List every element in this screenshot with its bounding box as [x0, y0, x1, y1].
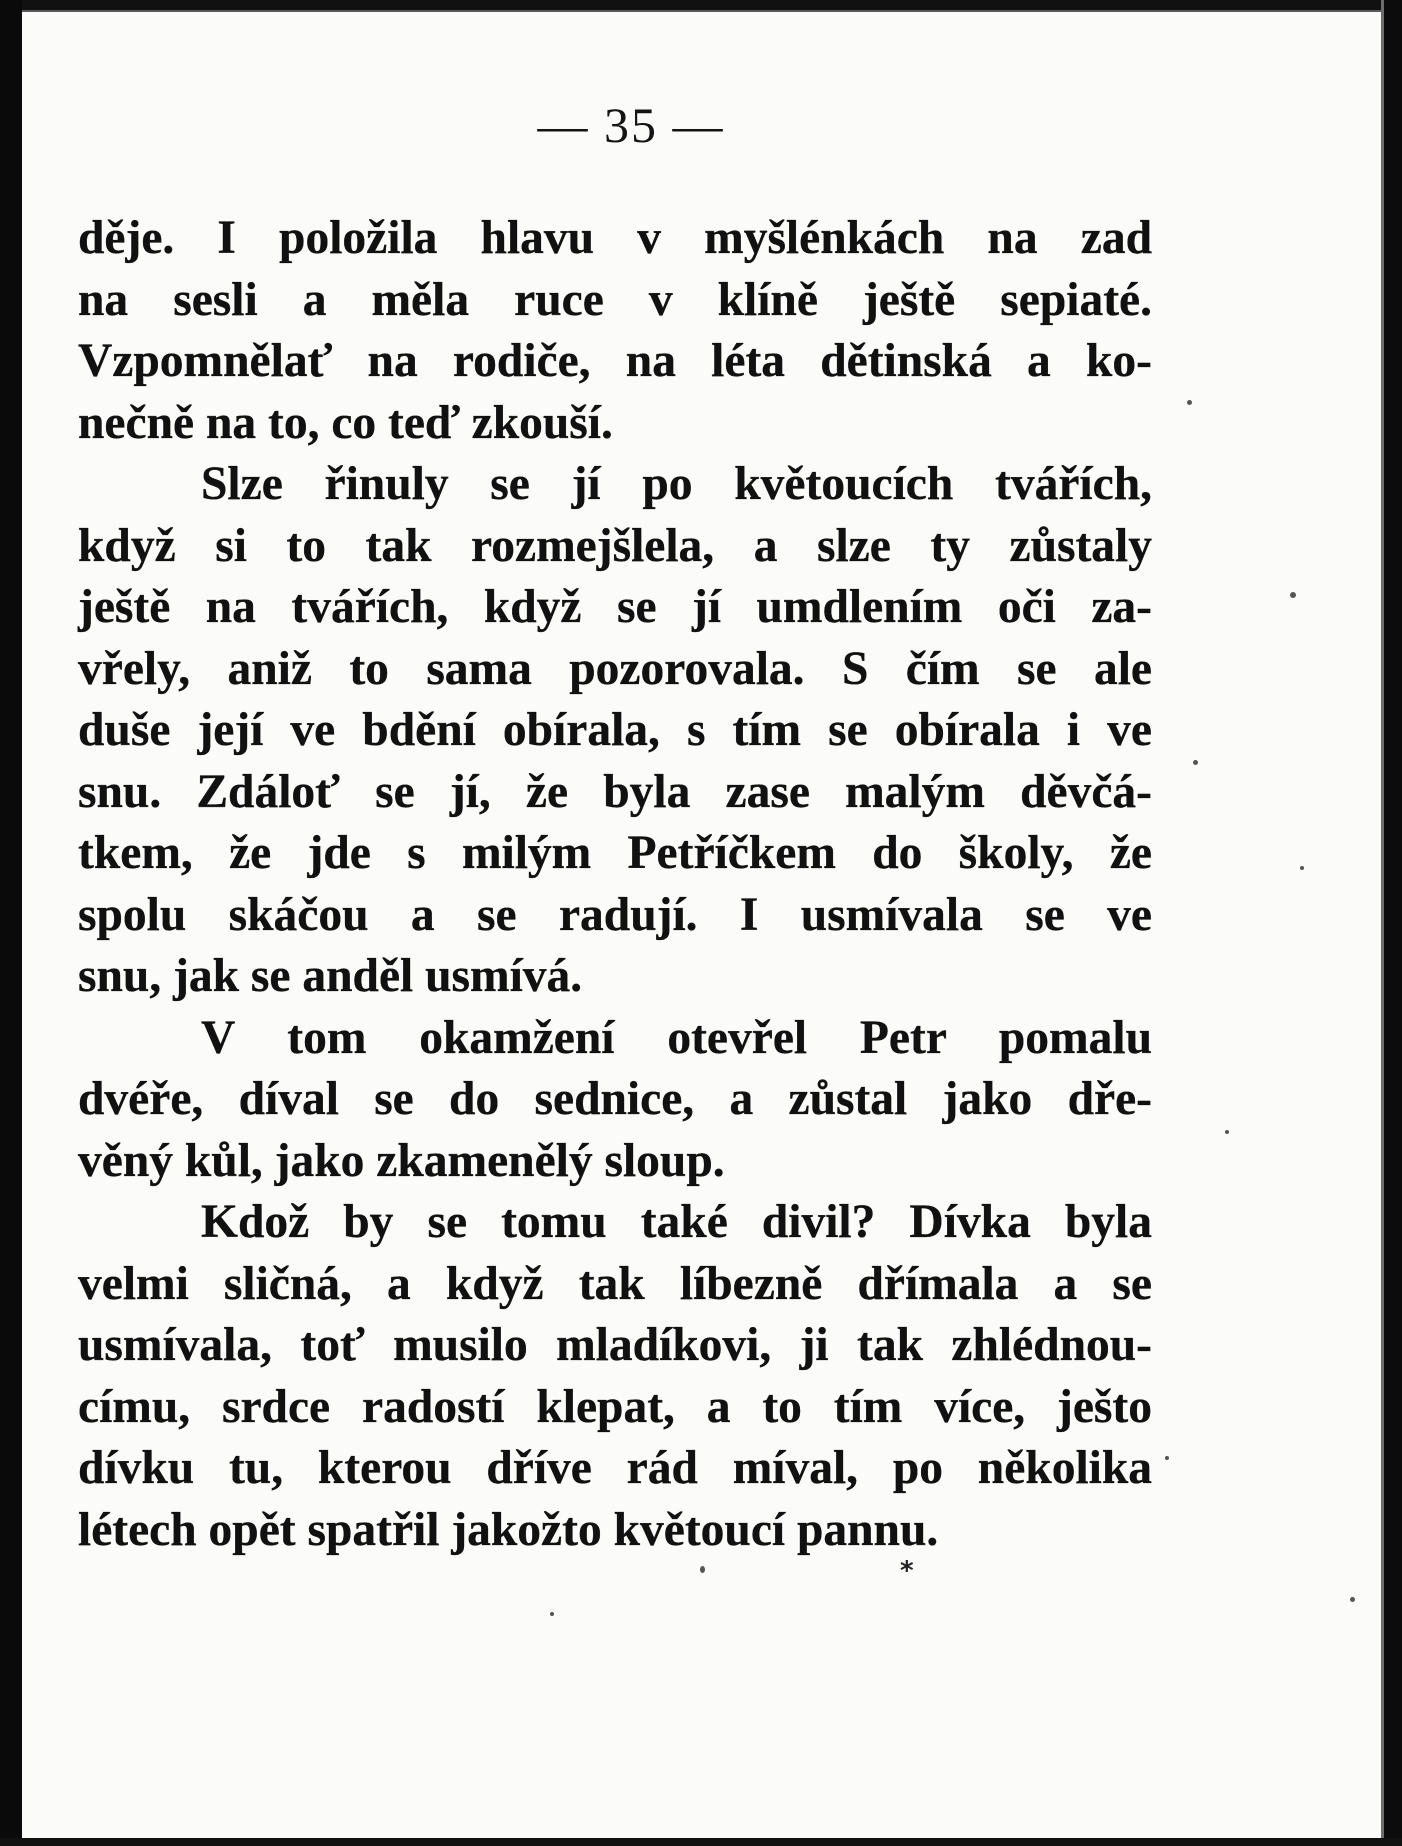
scan-speck	[1350, 1597, 1355, 1602]
text-line: snu, jak se anděl usmívá.	[78, 950, 583, 1002]
text-line: věný kůl, jako zkamenělý sloup.	[78, 1134, 725, 1187]
scan-edge-top-line	[22, 10, 1382, 12]
scan-speck	[1193, 760, 1198, 765]
text-line: na sesli a měla ruce v klíně ještě sepiaté.	[78, 273, 1152, 326]
text-line: vřely, aniž to sama pozorovala. S čím se ale	[78, 642, 1152, 695]
text-line: snu. Zdáloť se jí, že byla zase malým děvčá-	[78, 765, 1152, 818]
text-line: děje. I položila hlavu v myšlénkách na zad	[78, 212, 1152, 264]
text-line: usmívala, toť musilo mladíkovi, ji tak zhlédnou-	[78, 1319, 1152, 1371]
text-line: ještě na tvářích, když se jí umdlením oči za-	[78, 581, 1152, 633]
text-line: Slze řinuly se jí po květoucích tvářích,	[201, 458, 1152, 510]
text-line: létech opět spatřil jakožto květoucí pannu.	[78, 1503, 939, 1556]
page-number: — 35 —	[537, 97, 725, 153]
scan-speck	[1225, 1130, 1229, 1134]
scan-speck	[1187, 400, 1192, 405]
scan-edge-left	[0, 0, 22, 1846]
text-line: nečně na to, co teď zkouší.	[78, 396, 613, 449]
text-line: Vzpomnělať na rodiče, na léta dětinská a ko-	[78, 335, 1152, 387]
text-line: V tom okamžení otevřel Petr pomalu	[201, 1011, 1152, 1064]
scan-speck	[550, 1612, 554, 1616]
scan-speck	[1165, 1456, 1169, 1460]
text-line: Kdož by se tomu také divil? Dívka byla	[201, 1196, 1152, 1248]
text-line: když si to tak rozmejšlela, a slze ty zůstaly	[78, 519, 1152, 572]
scan-speck	[1300, 866, 1304, 870]
text-line: duše její ve bdění obírala, s tím se obírala i ve	[78, 704, 1152, 756]
scan-edge-right	[1384, 0, 1402, 1846]
body-text	[78, 208, 1152, 1561]
scan-speck	[1290, 592, 1296, 598]
footer-mark: *	[900, 1556, 914, 1586]
text-line: spolu skáčou a se radují. I usmívala se ve	[78, 888, 1152, 941]
text-line: címu, srdce radostí klepat, a to tím více, ješto	[78, 1380, 1152, 1433]
text-line: tkem, že jde s milým Petříčkem do školy, že	[78, 827, 1152, 879]
text-line: dívku tu, kterou dříve rád míval, po několika	[78, 1442, 1152, 1494]
scan-edge-bottom	[0, 1838, 1402, 1846]
scan-edge-top	[0, 0, 1402, 10]
scan-speck	[700, 1566, 705, 1573]
text-line: velmi sličná, a když tak líbezně dřímala a se	[78, 1257, 1152, 1310]
text-line: dvéře, díval se do sednice, a zůstal jako dře-	[78, 1073, 1152, 1125]
